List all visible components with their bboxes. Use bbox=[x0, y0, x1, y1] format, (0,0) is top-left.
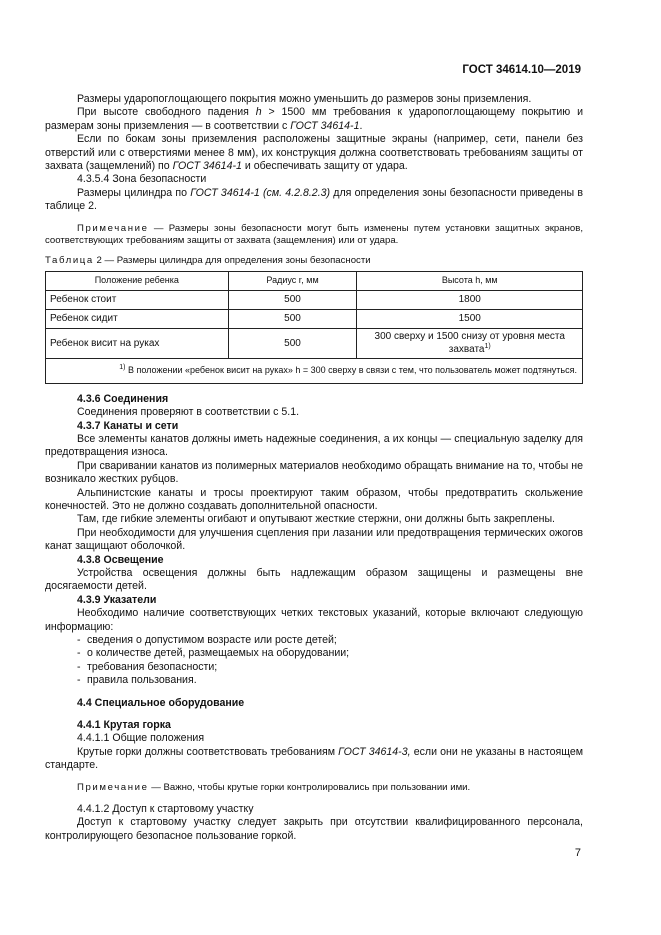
paragraph bbox=[45, 187, 583, 214]
table-footnote bbox=[46, 358, 583, 383]
text-run: Размеры цилиндра по bbox=[77, 186, 191, 199]
reference-text: ГОСТ 34614-1 (см. 4.2.8.2.3) bbox=[190, 186, 331, 199]
table-2 bbox=[45, 271, 583, 384]
section-heading: 4.4 Специальное оборудование bbox=[77, 696, 245, 709]
reference-text: ГОСТ 34614-1 bbox=[172, 160, 242, 173]
table-header-row bbox=[46, 271, 583, 290]
table-row bbox=[46, 309, 583, 328]
column-header: Высота h, мм bbox=[357, 271, 583, 290]
text-run: Крутые горки должны соответствовать требованиям bbox=[77, 745, 339, 758]
spacer bbox=[45, 773, 583, 782]
section-heading: 4.4.1 Крутая горка bbox=[77, 719, 171, 732]
text-run: . bbox=[359, 119, 363, 132]
paragraph: Там, где гибкие элементы огибают и опутывают жесткие стержни, они должны быть закреплены. bbox=[77, 513, 556, 526]
position-cell bbox=[46, 328, 229, 358]
text-run: если они не указаны в настоящем стандарте. bbox=[45, 745, 584, 772]
position-cell bbox=[46, 290, 229, 309]
section-heading: 4.3.9 Указатели bbox=[77, 593, 157, 606]
table-row bbox=[46, 290, 583, 309]
height-cell bbox=[357, 328, 583, 358]
cell-text: Ребенок висит на руках bbox=[50, 337, 160, 349]
reference-text: h bbox=[255, 106, 262, 119]
table-caption bbox=[45, 254, 583, 267]
paragraph: Доступ к стартовому участку следует закрыть при отсутствии квалифицированного персонала, контролирующего безопасное пользование горкой. bbox=[45, 816, 583, 842]
note-paragraph bbox=[45, 782, 583, 794]
paragraph: При сваривании канатов из полимерных материалов необходимо обращать внимание на то, чтобы не возникало жестких рубцов. bbox=[45, 459, 583, 486]
cell-text: 500 bbox=[284, 337, 301, 349]
radius-cell bbox=[228, 328, 357, 358]
column-header: Радиус r, мм bbox=[228, 271, 357, 290]
text-run: и обеспечивать защиту от удара. bbox=[241, 160, 408, 173]
info-list bbox=[45, 634, 583, 688]
section-heading: 4.3.6 Соединения bbox=[77, 392, 169, 405]
list-item: - о количестве детей, размещаемых на оборудовании; bbox=[77, 647, 583, 660]
radius-cell bbox=[228, 290, 357, 309]
text-run: Если по бокам зоны приземления расположены защитные экраны (например, сети, панели без отверстий или с отверстиями менее 8 мм), их конструкция должна соответствовать требованиям защиты от захвата (защемлений) по bbox=[45, 133, 583, 173]
cell-text: Ребенок сидит bbox=[50, 313, 118, 325]
note-label: Примечание bbox=[77, 781, 149, 793]
column-header: Положение ребенка bbox=[46, 271, 229, 290]
text-run: для определения зоны безопасности приведены в таблице 2. bbox=[45, 186, 583, 213]
spacer bbox=[45, 384, 583, 393]
paragraph bbox=[45, 133, 583, 173]
cell-text: 300 сверху и 1500 снизу от уровня места захвата bbox=[374, 330, 565, 356]
paragraph bbox=[45, 746, 583, 773]
cell-text: Ребенок стоит bbox=[50, 294, 117, 306]
height-cell bbox=[357, 290, 583, 309]
table-caption-label: Таблица bbox=[45, 255, 94, 267]
position-cell bbox=[46, 309, 229, 328]
note-label: Примечание bbox=[77, 222, 149, 234]
spacer bbox=[45, 688, 583, 697]
paragraph: При необходимости для улучшения сцепления при лазании или предотвращения термических ожогов канат защищают оболочкой. bbox=[45, 526, 583, 553]
cell-text: 1800 bbox=[458, 294, 481, 306]
paragraph: Необходимо наличие соответствующих четких текстовых указаний, которые включают следующую информацию: bbox=[45, 607, 583, 633]
section-heading: 4.3.7 Канаты и сети bbox=[77, 419, 179, 432]
paragraph: 4.3.5.4 Зона безопасности bbox=[77, 173, 207, 186]
note-text: — Важно, чтобы крутые горки контролировались при пользовании ими. bbox=[148, 781, 471, 793]
list-item: - требования безопасности; bbox=[77, 661, 583, 674]
paragraph: 4.4.1.1 Общие положения bbox=[77, 732, 205, 745]
footnote-text: В положении «ребенок висит на руках» h = 300 сверху в связи с тем, что пользователь может подтянуться. bbox=[125, 364, 577, 375]
note-text: — Размеры зоны безопасности могут быть изменены путем установки защитных экранов, соответствующих требованиям защиты от захвата (защемления) или от удара. bbox=[45, 222, 583, 247]
spacer bbox=[45, 710, 583, 719]
text-run: При высоте свободного падения bbox=[77, 106, 256, 119]
paragraph: Устройства освещения должны быть надлежащим образом защищены и размещены вне досягаемости детей. bbox=[45, 566, 583, 593]
height-cell bbox=[357, 309, 583, 328]
cell-text: 500 bbox=[284, 313, 301, 325]
paragraph: 4.4.1.2 Доступ к стартовому участку bbox=[77, 803, 254, 816]
document-id-header: ГОСТ 34614.10—2019 bbox=[462, 64, 581, 76]
cell-text: 500 bbox=[284, 294, 301, 306]
text-run: > 1500 мм требования к ударопоглощающему покрытию и размерам зоны приземления — в соответствии с bbox=[45, 106, 583, 132]
page-number: 7 bbox=[574, 847, 581, 859]
reference-text: ГОСТ 34614-1 bbox=[290, 119, 360, 132]
footnote-marker: 1) bbox=[119, 363, 126, 371]
note-paragraph bbox=[45, 223, 583, 248]
paragraph: Все элементы канатов должны иметь надежные соединения, а их концы — специальную заделку для предотвращения износа. bbox=[45, 432, 583, 459]
paragraph: Соединения проверяют в соответствии с 5.1. bbox=[77, 406, 300, 419]
spacer bbox=[45, 214, 583, 223]
cell-text: 1500 bbox=[458, 313, 481, 325]
paragraph bbox=[45, 106, 583, 133]
paragraph: Альпинистские канаты и тросы проектируют таким образом, чтобы предотвратить скольжение конечностей. Это не должно создавать дополнительной опасности. bbox=[45, 486, 583, 512]
table-footnote-row bbox=[46, 358, 583, 383]
page-body bbox=[45, 93, 583, 843]
spacer bbox=[45, 794, 583, 803]
radius-cell bbox=[228, 309, 357, 328]
table-caption-text: 2 — Размеры цилиндра для определения зоны безопасности bbox=[93, 255, 371, 267]
table-row bbox=[46, 328, 583, 358]
list-item: - сведения о допустимом возрасте или росте детей; bbox=[77, 634, 583, 647]
footnote-ref: 1) bbox=[484, 343, 491, 351]
list-item: - правила пользования. bbox=[77, 674, 583, 687]
section-heading: 4.3.8 Освещение bbox=[77, 553, 164, 566]
paragraph: Размеры ударопоглощающего покрытия можно уменьшить до размеров зоны приземления. bbox=[77, 93, 532, 105]
reference-text: ГОСТ 34614-3, bbox=[338, 745, 411, 758]
